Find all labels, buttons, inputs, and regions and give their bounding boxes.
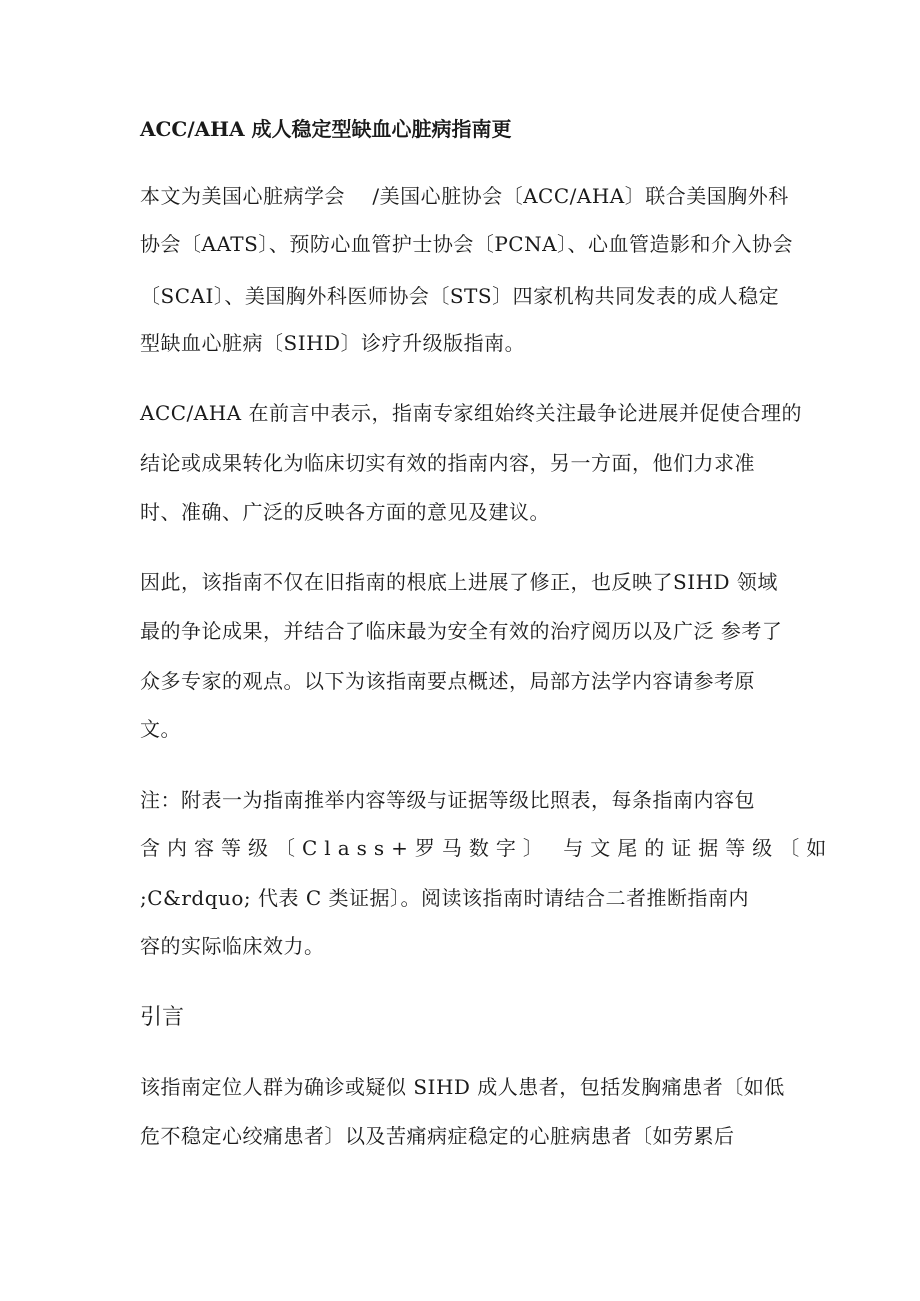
text-line: ;C&rdquo; 代表 C 类证据〕。阅读该指南时请结合二者推断指南内 — [140, 886, 750, 910]
text-line: 容的实际临床效力。 — [140, 934, 325, 958]
text-line: 结论或成果转化为临床切实有效的指南内容，另一方面，他们力求准 — [140, 451, 755, 475]
text-line: 该指南定位人群为确诊或疑似 SIHD 成人患者，包括发胸痛患者〔如低 — [140, 1075, 785, 1099]
text-line: 危不稳定心绞痛患者〕以及苦痛病症稳定的心脏病患者〔如劳累后 — [140, 1124, 735, 1148]
text-line: 时、准确、广泛的反映各方面的意见及建议。 — [140, 500, 550, 524]
text-line: 型缺血心脏病〔SIHD〕诊疗升级版指南。 — [140, 331, 526, 355]
text-line: 〔SCAI〕、美国胸外科医师协会〔STS〕四家机构共同发表的成人稳定 — [140, 284, 780, 308]
text-line: 本文为美国心脏病学会 /美国心脏协会〔ACC/AHA〕联合美国胸外科 — [140, 184, 789, 208]
text-line: 众多专家的观点。以下为该指南要点概述，局部方法学内容请参考原 — [140, 669, 755, 693]
text-line: 协会〔AATS〕、预防心血管护士协会〔PCNA〕、心血管造影和介入协会 — [140, 232, 794, 256]
document-title: ACC/AHA 成人稳定型缺血心脏病指南更 — [140, 117, 512, 141]
text-line: 含内容等级〔Class+罗马数字〕 与文尾的证据等级〔如 — [140, 836, 834, 860]
text-line: 文。 — [140, 717, 181, 741]
text-line: 因此，该指南不仅在旧指南的根底上进展了修正，也反映了SIHD 领域 — [140, 570, 778, 594]
text-line: 最的争论成果，并结合了临床最为安全有效的治疗阅历以及广泛 参考了 — [140, 619, 783, 643]
section-heading: 引言 — [140, 1005, 185, 1030]
text-line: 注：附表一为指南推举内容等级与证据等级比照表，每条指南内容包 — [140, 788, 755, 812]
text-line: ACC/AHA 在前言中表示，指南专家组始终关注最争论进展并促使合理的 — [140, 401, 802, 425]
